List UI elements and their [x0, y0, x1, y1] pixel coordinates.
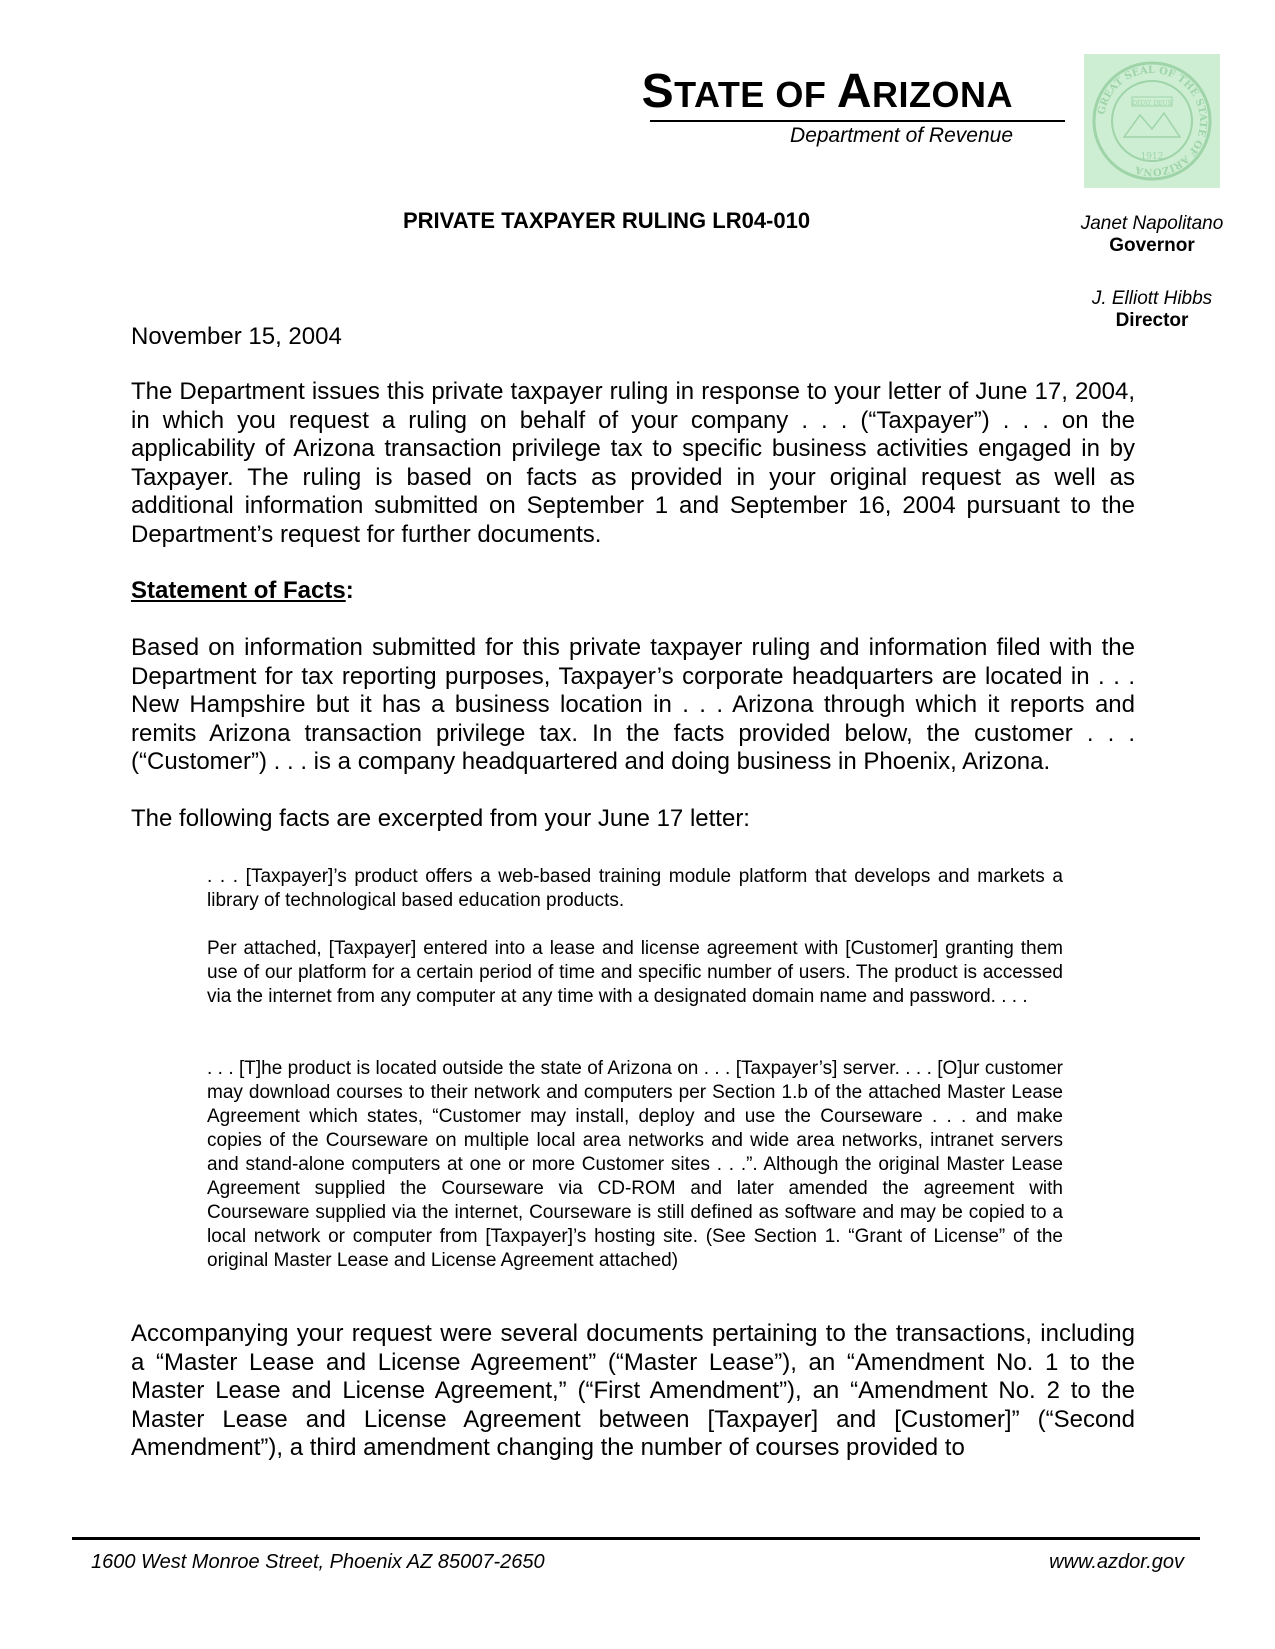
- body-paragraph-intro: [131, 378, 1135, 550]
- official-name: J. Elliott Hibbs: [1091, 288, 1213, 309]
- paragraph-text: The Department issues this private taxpayer ruling in response to your letter of June 17, 2004, in which you request a ruling on behalf of your company . . . (“Taxpayer”) . . . on the applicability of Arizona transaction privilege tax to specific business activities engaged in by Taxpayer. The ruling is based on facts as provided in your original request as well as additional information submitted on September 1 and September 16, 2004 pursuant to the Department’s request for further documents.: [131, 378, 1135, 548]
- section-heading: [131, 577, 354, 605]
- body-paragraph-excerpt-intro: [131, 805, 1135, 834]
- body-paragraph-documents: [131, 1320, 1135, 1463]
- section-heading-colon: :: [345, 577, 354, 604]
- title-part-tate: TATE: [674, 74, 776, 115]
- title-part-rizona: RIZONA: [872, 74, 1013, 115]
- seal-ring-text: GREAT SEAL OF THE STATE OF ARIZONA: [1096, 64, 1209, 178]
- state-seal-icon: [1084, 54, 1220, 188]
- official-title: Director: [1115, 310, 1189, 331]
- title-part-of: OF: [775, 74, 837, 115]
- block-quote: [207, 865, 1063, 913]
- quote-text: Per attached, [Taxpayer] entered into a lease and license agreement with [Customer] granting them use of our platform for a certain period of time and specific number of users. The product is accessed via the internet from any computer at any time with a designated domain name and password. . . .: [207, 938, 1063, 1007]
- letter-date: November 15, 2004: [131, 323, 342, 350]
- footer-website-link[interactable]: www.azdor.gov: [1049, 1551, 1184, 1573]
- footer-address: 1600 West Monroe Street, Phoenix AZ 85007-2650: [91, 1551, 545, 1573]
- agency-title: [642, 64, 1013, 119]
- title-underline: [650, 120, 1065, 122]
- title-initial-a: A: [836, 65, 872, 118]
- section-heading-text: Statement of Facts: [131, 577, 346, 604]
- quote-text: . . . [T]he product is located outside the state of Arizona on . . . [Taxpayer’s] server. . . . [O]ur customer may download courses to their network and computers per Section 1.b of the attached Master Lease Agreement which states, “Customer may install, deploy and use the Courseware . . . and make copies of the Courseware on multiple local area networks and wide area networks, intranet servers and stand-alone computers at one or more Customer sites . . .”. Although the original Master Lease Agreement supplied the Courseware via CD-ROM and later amended the agreement with Courseware supplied via the internet, Courseware is still defined as software and may be copied to a local network or computer from [Taxpayer]’s hosting site. (See Section 1. “Grant of License” of the original Master Lease and License Agreement attached): [207, 1058, 1063, 1271]
- official-governor: [1062, 213, 1242, 257]
- footer-rule: [72, 1537, 1200, 1540]
- seal-motto: DITAT DEUS: [1132, 100, 1172, 107]
- official-director: [1062, 288, 1242, 332]
- paragraph-text: Accompanying your request were several documents pertaining to the transactions, including a “Master Lease and License Agreement” (“Master Lease”), an “Amendment No. 1 to the Master Lease and License Agreement,” (“First Amendment”), an “Amendment No. 2 to the Master Lease and License Agreement between [Taxpayer] and [Customer]” (“Second Amendment”), a third amendment changing the number of courses provided to: [131, 1320, 1135, 1462]
- body-paragraph-facts: [131, 634, 1135, 777]
- quote-text: . . . [Taxpayer]’s product offers a web-based training module platform that develops and markets a library of technological based education products.: [207, 866, 1063, 911]
- department-name: Department of Revenue: [790, 124, 1013, 147]
- block-quote: [207, 1057, 1063, 1273]
- ruling-title: PRIVATE TAXPAYER RULING LR04-010: [403, 208, 811, 233]
- paragraph-text: Based on information submitted for this private taxpayer ruling and information filed with the Department for tax reporting purposes, Taxpayer’s corporate headquarters are located in . . . New Hampshire but it has a business location in . . . Arizona through which it reports and remits Arizona transaction privilege tax. In the facts provided below, the customer . . . (“Customer”) . . . is a company headquartered and doing business in Phoenix, Arizona.: [131, 634, 1135, 776]
- official-title: Governor: [1109, 235, 1195, 256]
- title-initial-s: S: [641, 65, 675, 118]
- block-quote: [207, 937, 1063, 1009]
- official-name: Janet Napolitano: [1080, 213, 1224, 234]
- seal-year: 1912: [1140, 152, 1164, 162]
- paragraph-text: The following facts are excerpted from your June 17 letter:: [131, 805, 750, 832]
